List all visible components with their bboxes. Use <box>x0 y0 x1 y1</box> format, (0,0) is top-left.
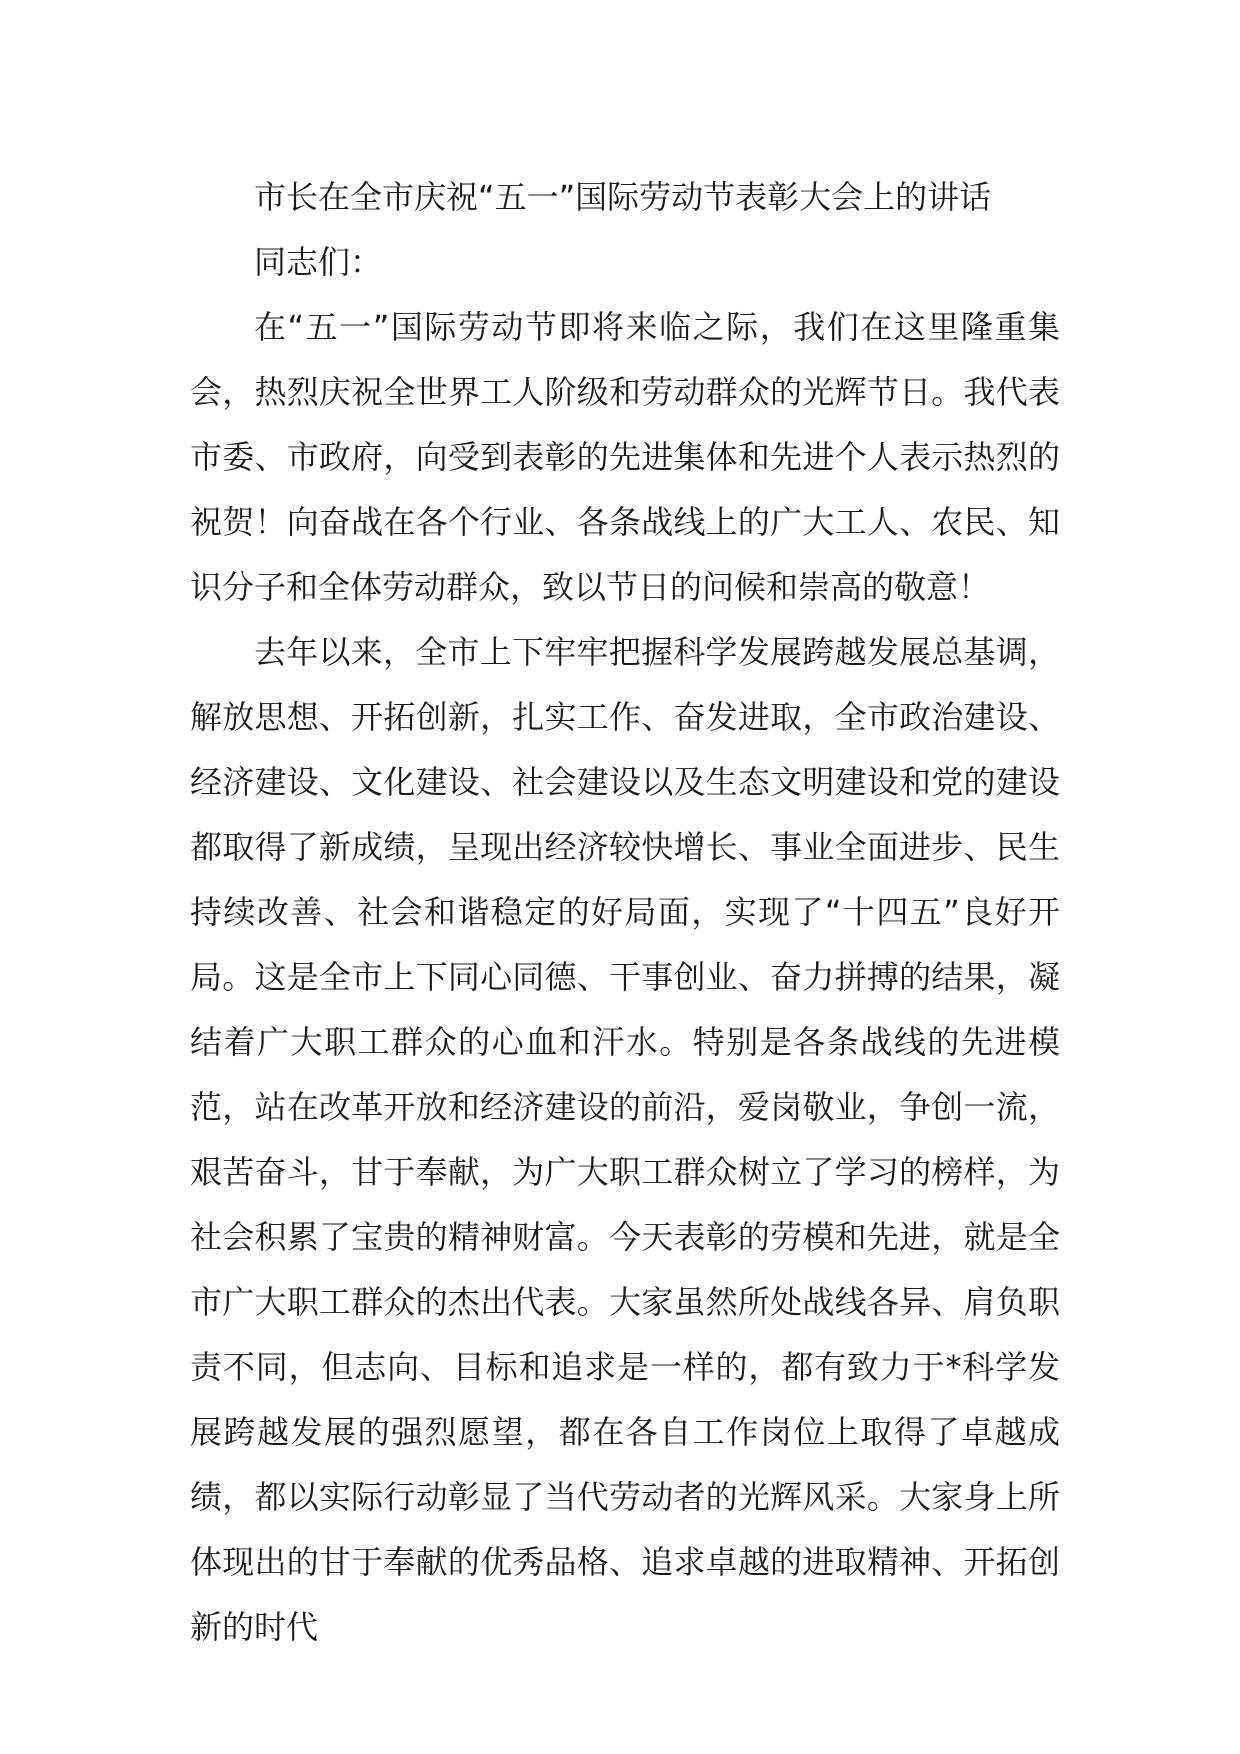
document-title: 市长在全市庆祝“五一”国际劳动节表彰大会上的讲话 <box>254 178 992 216</box>
salutation: 同志们： <box>254 243 383 281</box>
paragraph-1: 在“五一”国际劳动节即将来临之际，我们在这里隆重集会，热烈庆祝全世界工人阶级和劳动群众的光辉节日。我代表市委、市政府，向受到表彰的先进集体和先进个人表示热烈的祝贺！向奋战在各个行业、各条战线上的广大工人、农民、知识分子和全体劳动群众，致以节日的问候和崇高的敬意！ <box>190 308 1060 606</box>
document-body <box>190 165 1060 1660</box>
paragraph-2: 去年以来，全市上下牢牢把握科学发展跨越发展总基调，解放思想、开拓创新，扎实工作、奋发进取，全市政治建设、经济建设、文化建设、社会建设以及生态文明建设和党的建设都取得了新成绩，呈现出经济较快增长、事业全面进步、民生持续改善、社会和谐稳定的好局面，实现了“十四五”良好开局。这是全市上下同心同德、干事创业、奋力拼搏的结果，凝结着广大职工群众的心血和汗水。特别是各条战线的先进模范，站在改革开放和经济建设的前沿，爱岗敬业，争创一流，艰苦奋斗，甘于奉献，为广大职工群众树立了学习的榜样，为社会积累了宝贵的精神财富。今天表彰的劳模和先进，就是全市广大职工群众的杰出代表。大家虽然所处战线各异、肩负职责不同，但志向、目标和追求是一样的，都有致力于*科学发展跨越发展的强烈愿望，都在各自工作岗位上取得了卓越成绩，都以实际行动彰显了当代劳动者的光辉风采。大家身上所体现出的甘于奉献的优秀品格、追求卓越的进取精神、开拓创新的时代 <box>190 633 1060 1646</box>
